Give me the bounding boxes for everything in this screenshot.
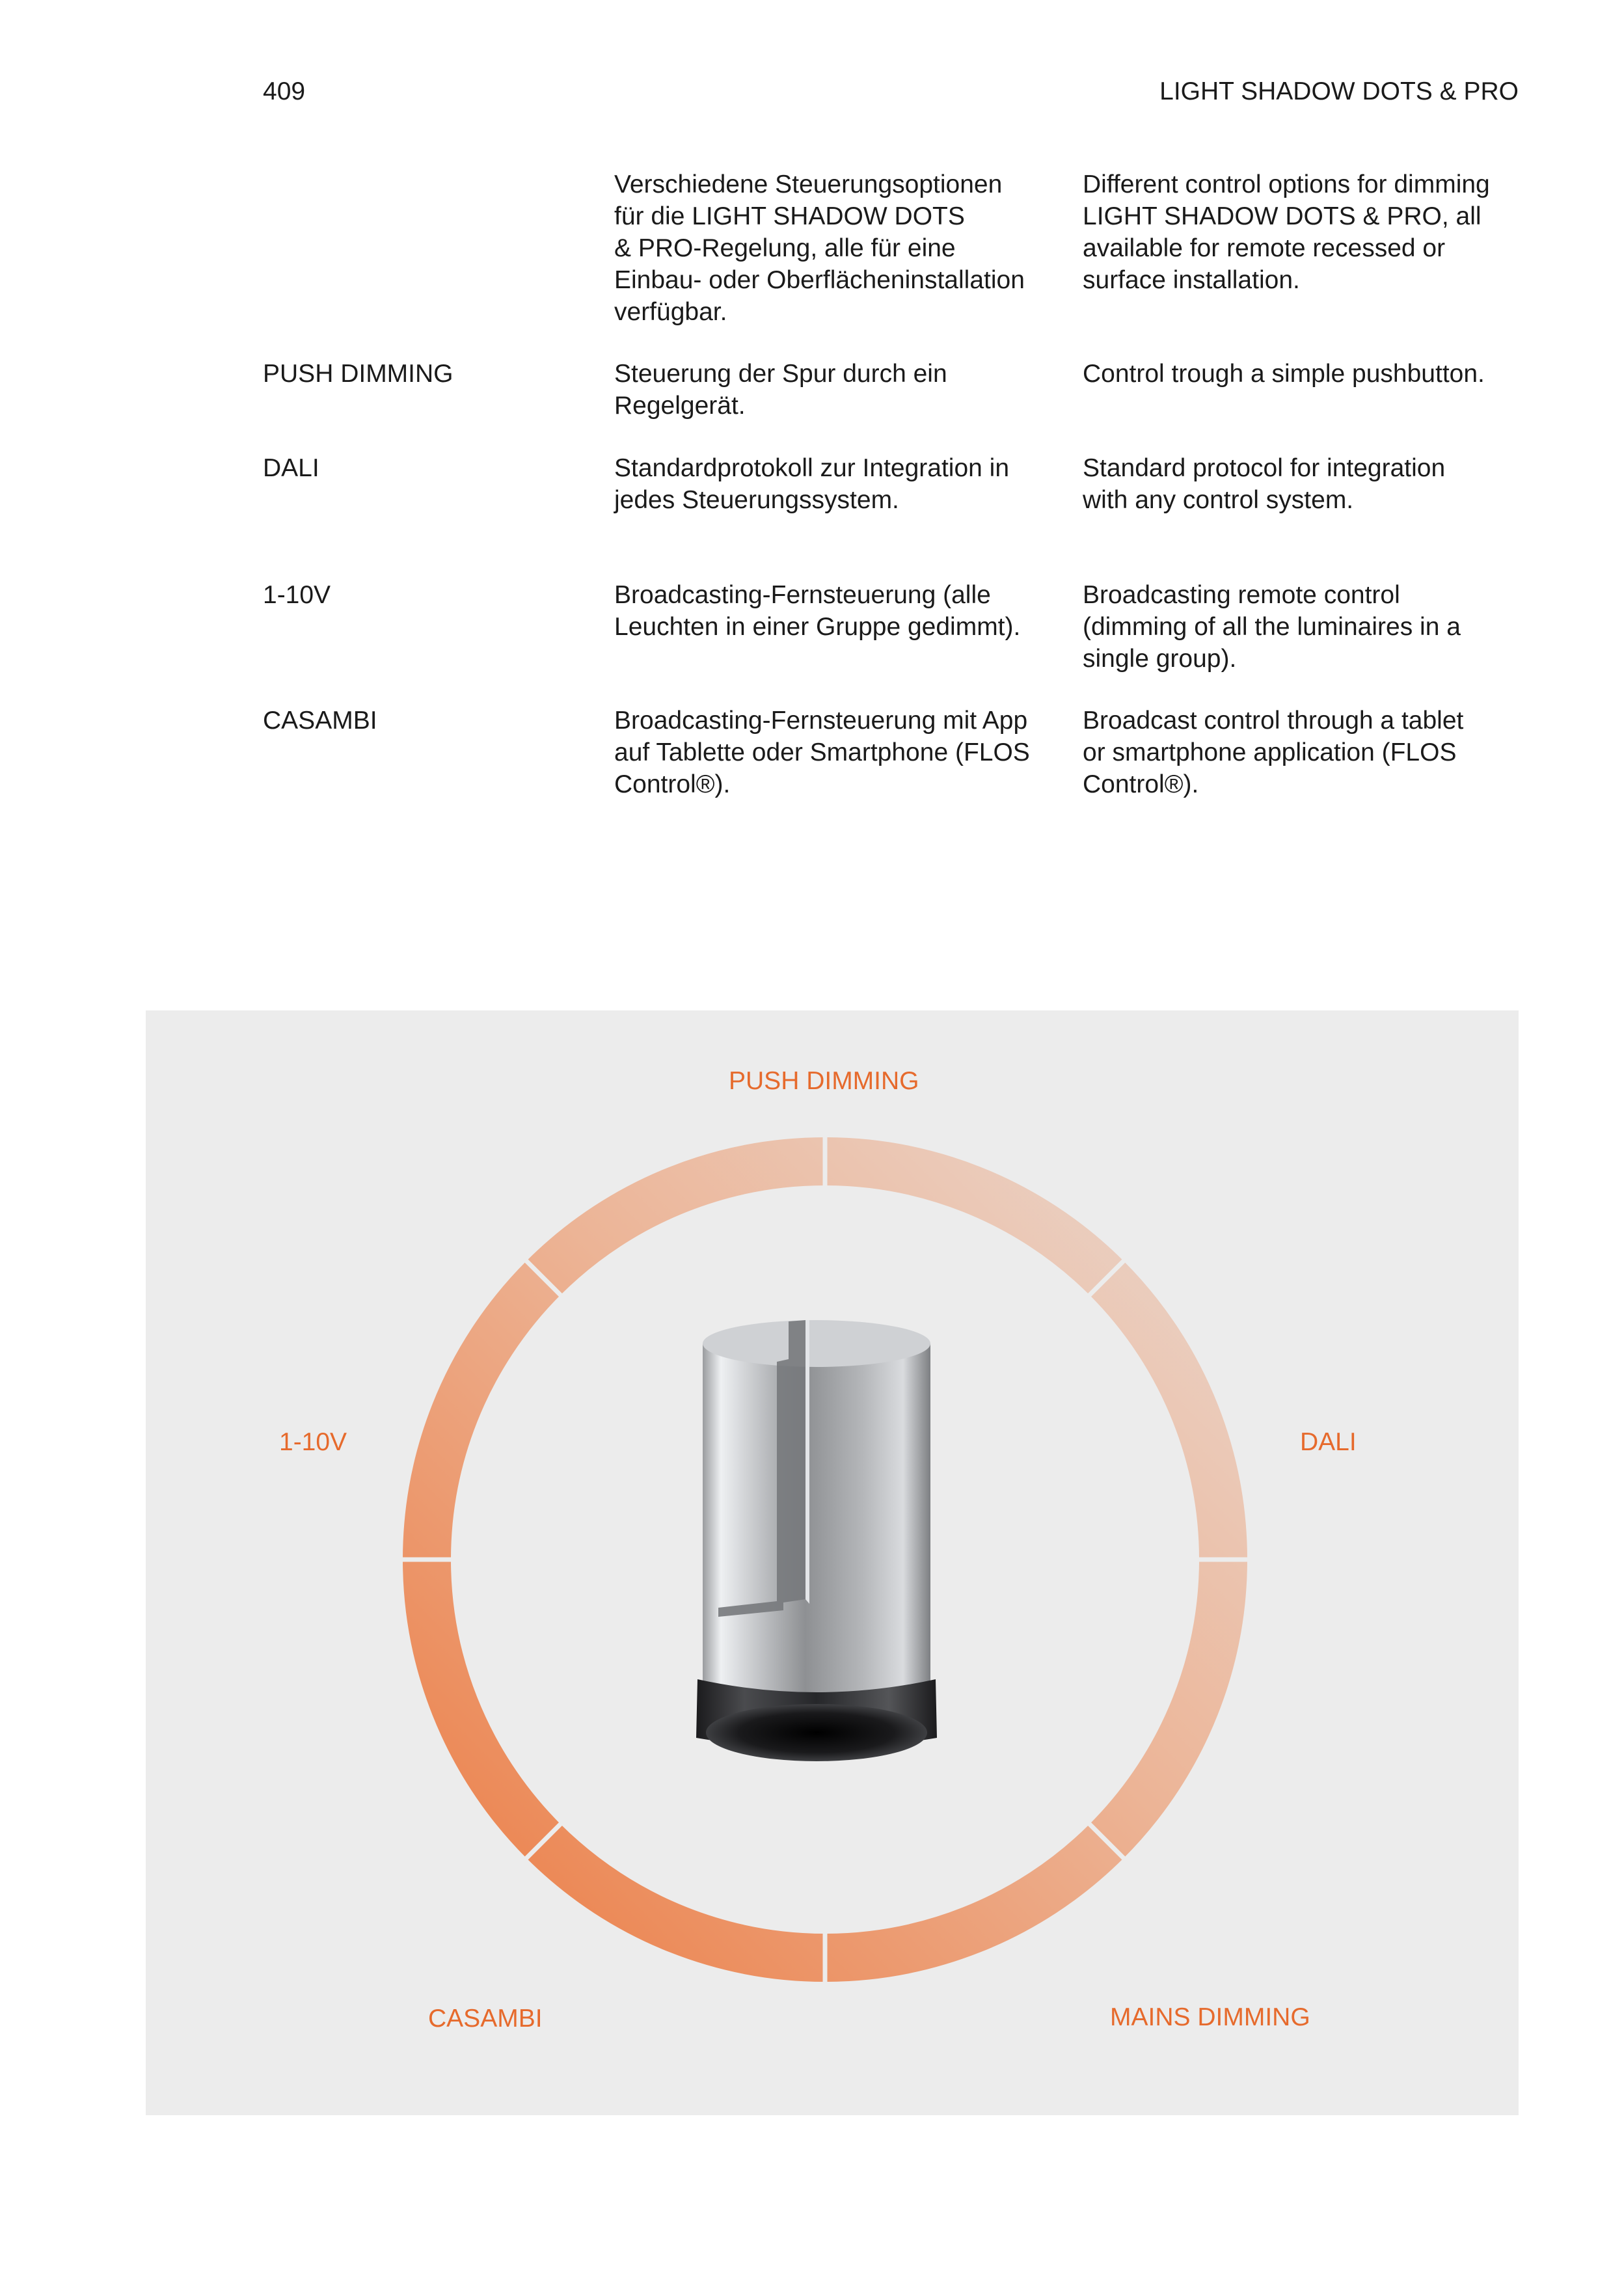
option-label: PUSH DIMMING	[263, 360, 453, 388]
option-text-en: Broadcast control through a tablet or smartphone application (FLOS Control®).	[1083, 707, 1464, 798]
option-text-en: Control trough a simple pushbutton.	[1083, 360, 1485, 388]
luminaire-top	[703, 1320, 930, 1367]
option-text-de: Broadcasting-Fernsteuerung (alle Leuchten in einer Gruppe gedimmt).	[614, 581, 1021, 641]
page-number: 409	[263, 77, 306, 105]
control-options-diagram	[146, 1010, 1519, 2115]
luminaire-illustration	[696, 1320, 937, 1761]
diagram-label-push-dimming: PUSH DIMMING	[729, 1067, 919, 1095]
intro-text-en: Different control options for dimming LIGHT SHADOW DOTS & PRO, all available for remote recessed or surface installation.	[1083, 170, 1490, 294]
option-label: DALI	[263, 454, 319, 482]
diagram-label-1-10v: 1-10V	[279, 1428, 347, 1456]
luminaire-slot-edge	[805, 1320, 809, 1604]
option-text-de: Broadcasting-Fernsteuerung mit App auf Tablette oder Smartphone (FLOS Control®).	[614, 707, 1030, 798]
option-text-de: Standardprotokoll zur Integration in jedes Steuerungssystem.	[614, 454, 1010, 514]
intro-text-de: Verschiedene Steuerungsoptionen für die LIGHT SHADOW DOTS & PRO-Regelung, alle für eine Einbau- oder Oberflächeninstallation verfügbar.	[614, 170, 1025, 326]
option-text-de: Steuerung der Spur durch ein Regelgerät.	[614, 360, 947, 420]
diagram-graphic	[146, 1010, 1519, 2115]
luminaire-opening	[706, 1704, 927, 1761]
option-label: CASAMBI	[263, 707, 377, 735]
diagram-label-dali: DALI	[1300, 1428, 1357, 1456]
luminaire-body	[703, 1327, 930, 1698]
diagram-label-casambi: CASAMBI	[428, 2005, 543, 2033]
option-text-en: Standard protocol for integration with any control system.	[1083, 454, 1446, 514]
option-label: 1-10V	[263, 581, 331, 609]
running-title: LIGHT SHADOW DOTS & PRO	[1159, 77, 1519, 105]
option-text-en: Broadcasting remote control (dimming of all the luminaires in a single group).	[1083, 581, 1461, 673]
diagram-label-mains-dimming: MAINS DIMMING	[1110, 2003, 1310, 2031]
